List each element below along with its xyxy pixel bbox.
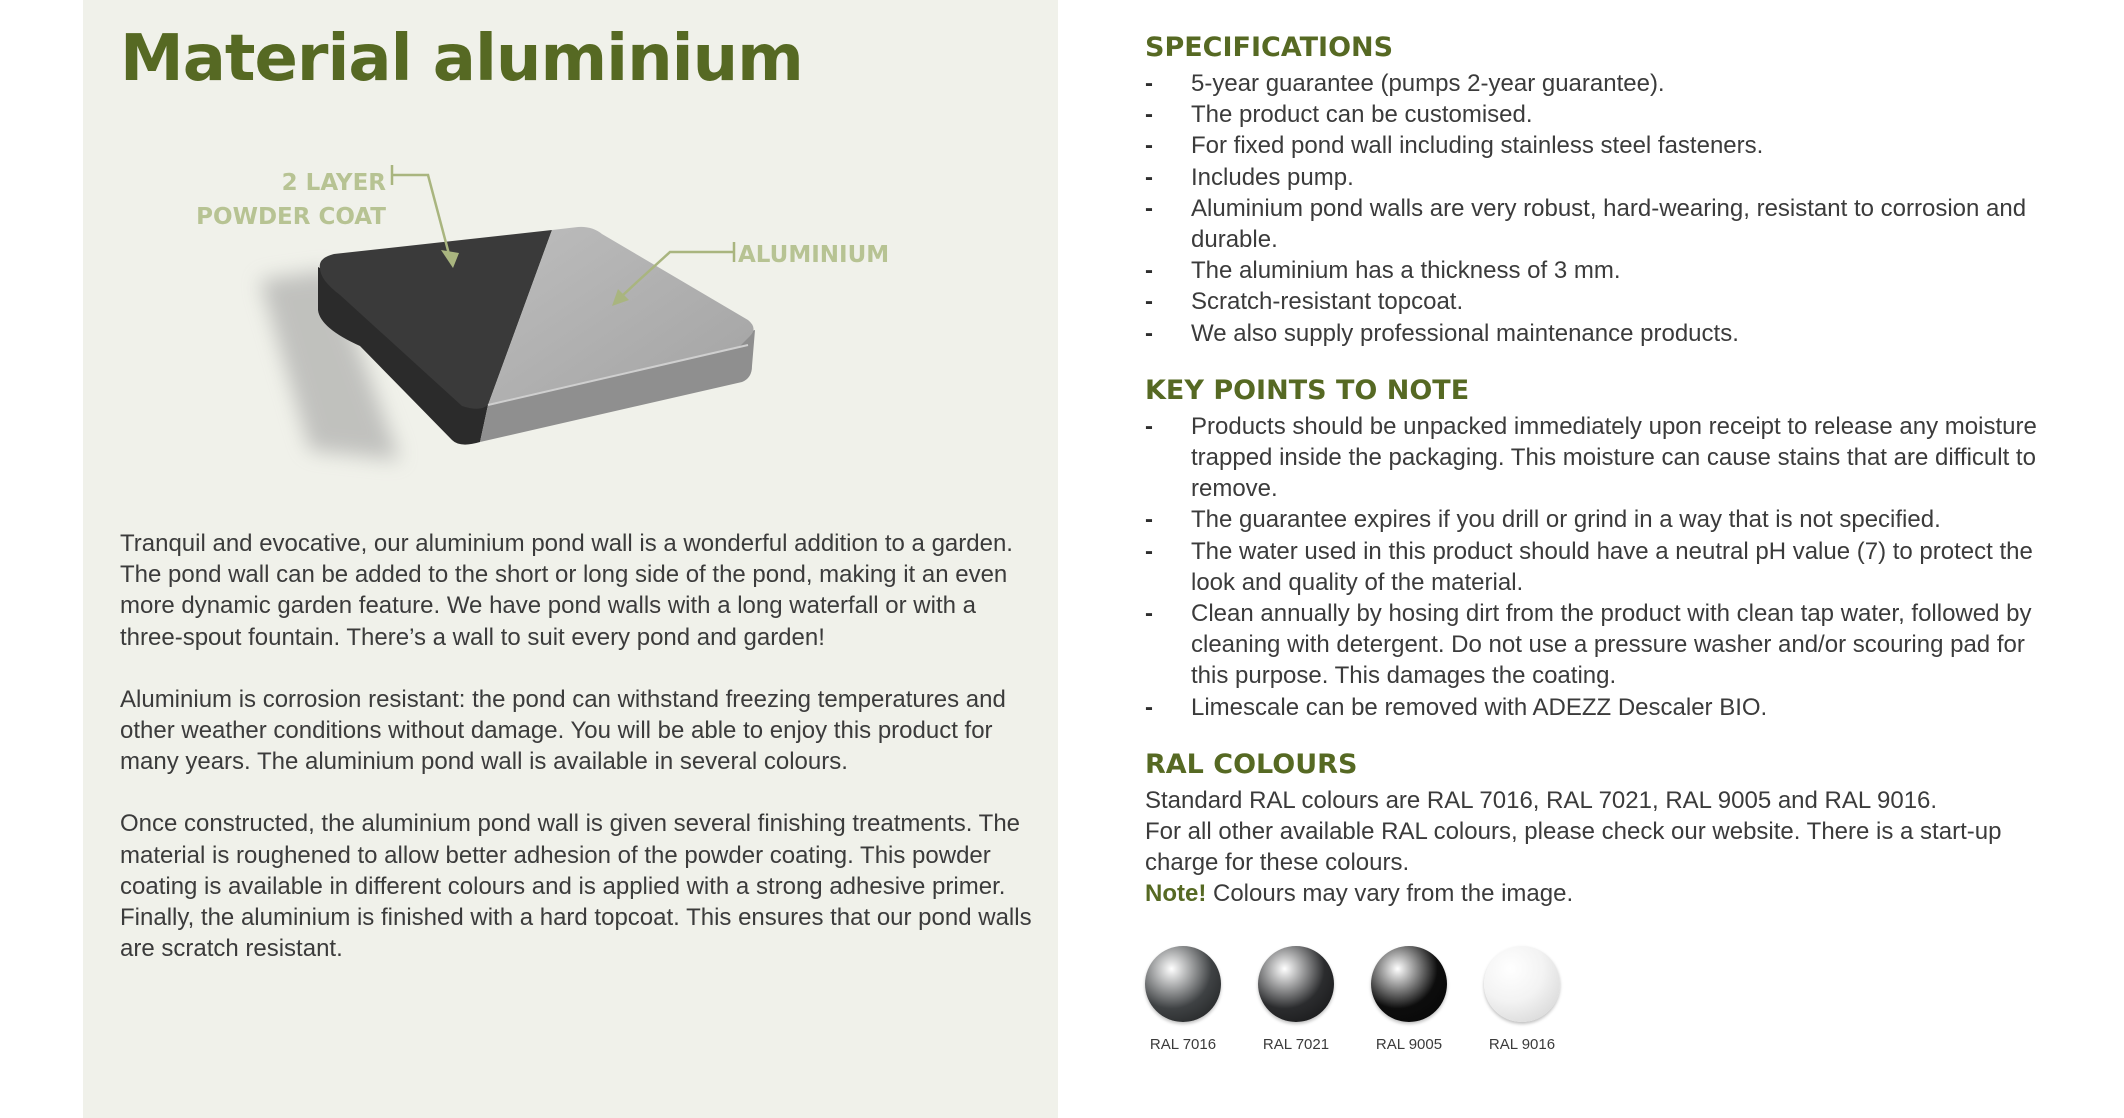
bullet-dash: -	[1145, 537, 1153, 565]
callout-powder-coat	[180, 166, 386, 234]
bullet-dash: -	[1145, 319, 1153, 347]
bullet-dash: -	[1145, 101, 1153, 129]
list-item-text: Products should be unpacked immediately upon receipt to release any moisture trapped inside the packaging. This moisture can cause stains that are difficult to remove.	[1191, 412, 2037, 503]
swatch-ral-9016	[1484, 946, 1560, 1053]
list-item-text: Clean annually by hosing dirt from the product with clean tap water, followed by cleaning with detergent. Do not use a pressure washer and/or scouring pad for this purpose. This damages the coating.	[1191, 600, 2032, 690]
list-item	[1145, 193, 2045, 255]
ral-other-text: For all other available RAL colours, please check our website. There is a start-up charge for these colours.	[1145, 818, 2002, 877]
ral-note	[1145, 878, 2045, 909]
list-item-text: 5-year guarantee (pumps 2-year guarantee).	[1191, 70, 1665, 97]
right-column	[1145, 28, 2045, 1053]
bullet-dash: -	[1145, 163, 1153, 191]
colour-swatches	[1145, 946, 2045, 1053]
list-item	[1145, 692, 2045, 723]
swatch-label: RAL 9005	[1375, 1035, 1443, 1053]
swatch-ball	[1258, 946, 1334, 1022]
list-item-text: The water used in this product should have a neutral pH value (7) to protect the look and quality of the material.	[1191, 537, 2033, 596]
bullet-dash: -	[1145, 412, 1153, 440]
swatch-ball	[1371, 946, 1447, 1022]
intro-paragraph: Tranquil and evocative, our aluminium pond wall is a wonderful addition to a garden. The pond wall can be added to the short or long side of the pond, making it an even more dynamic garden feature. We have pond walls with a long waterfall or with a three-spout fountain. There’s a wall to suit every pond and garden!	[120, 530, 1013, 651]
swatch-ral-7021	[1258, 946, 1334, 1053]
swatch-label: RAL 9016	[1488, 1035, 1556, 1053]
list-item	[1145, 162, 2045, 193]
callout-powder-coat-line1: 2 LAYER	[281, 170, 386, 196]
swatch-ball	[1145, 946, 1221, 1022]
list-item	[1145, 99, 2045, 130]
list-item-text: The product can be customised.	[1191, 101, 1533, 129]
page-title: Material aluminium	[120, 22, 803, 96]
list-item	[1145, 598, 2045, 692]
list-item	[1145, 68, 2045, 99]
bullet-dash: -	[1145, 70, 1153, 97]
specifications-list	[1145, 68, 2045, 349]
list-item	[1145, 255, 2045, 286]
swatch-label: RAL 7016	[1149, 1035, 1217, 1053]
swatch-label: RAL 7021	[1262, 1035, 1330, 1053]
swatch-ball	[1484, 946, 1560, 1022]
list-item-text: The guarantee expires if you drill or grind in a way that is not specified.	[1191, 506, 1941, 534]
specifications-heading: SPECIFICATIONS	[1145, 32, 1394, 63]
bullet-dash: -	[1145, 506, 1153, 534]
swatch-ral-9005	[1371, 946, 1447, 1053]
list-item-text: Includes pump.	[1191, 163, 1354, 191]
bullet-dash: -	[1145, 288, 1153, 316]
list-item	[1145, 130, 2045, 161]
list-item-text: We also supply professional maintenance products.	[1191, 319, 1739, 347]
note-text: Colours may vary from the image.	[1206, 880, 1574, 908]
bullet-dash: -	[1145, 132, 1153, 160]
intro-paragraph: Once constructed, the aluminium pond wall is given several finishing treatments. The material is roughened to allow better adhesion of the powder coating. This powder coating is available in different colours and is applied with a strong adhesive primer. Finally, the aluminium is finished with a hard topcoat. This ensures that our pond walls are scratch resistant.	[120, 810, 1032, 963]
ral-standard-text: Standard RAL colours are RAL 7016, RAL 7021, RAL 9005 and RAL 9016.	[1145, 786, 1938, 814]
list-item	[1145, 318, 2045, 349]
swatch-ral-7016	[1145, 946, 1221, 1053]
list-item-text: Aluminium pond walls are very robust, hard-wearing, resistant to corrosion and durable.	[1191, 194, 2027, 254]
intro-paragraph: Aluminium is corrosion resistant: the pond can withstand freezing temperatures and other weather conditions without damage. You will be able to enjoy this product for many years. The aluminium pond wall is available in several colours.	[120, 685, 1006, 776]
bullet-dash: -	[1145, 693, 1153, 721]
bullet-dash: -	[1145, 194, 1153, 222]
list-item-text: For fixed pond wall including stainless steel fasteners.	[1191, 132, 1764, 160]
bullet-dash: -	[1145, 257, 1153, 285]
list-item	[1145, 536, 2045, 598]
bullet-dash: -	[1145, 600, 1153, 628]
list-item-text: The aluminium has a thickness of 3 mm.	[1191, 257, 1621, 285]
callout-aluminium: ALUMINIUM	[738, 242, 890, 268]
list-item-text: Scratch-resistant topcoat.	[1191, 288, 1464, 316]
list-item	[1145, 504, 2045, 535]
list-item	[1145, 411, 2045, 505]
list-item-text: Limescale can be removed with ADEZZ Descaler BIO.	[1191, 693, 1768, 721]
key-points-list	[1145, 411, 2045, 723]
list-item	[1145, 286, 2045, 317]
key-points-heading: KEY POINTS TO NOTE	[1145, 374, 1470, 406]
intro-text	[120, 528, 1035, 995]
callout-powder-coat-line2: POWDER COAT	[196, 204, 386, 230]
ral-colours-heading: RAL COLOURS	[1145, 748, 1358, 780]
note-label: Note!	[1145, 880, 1207, 908]
